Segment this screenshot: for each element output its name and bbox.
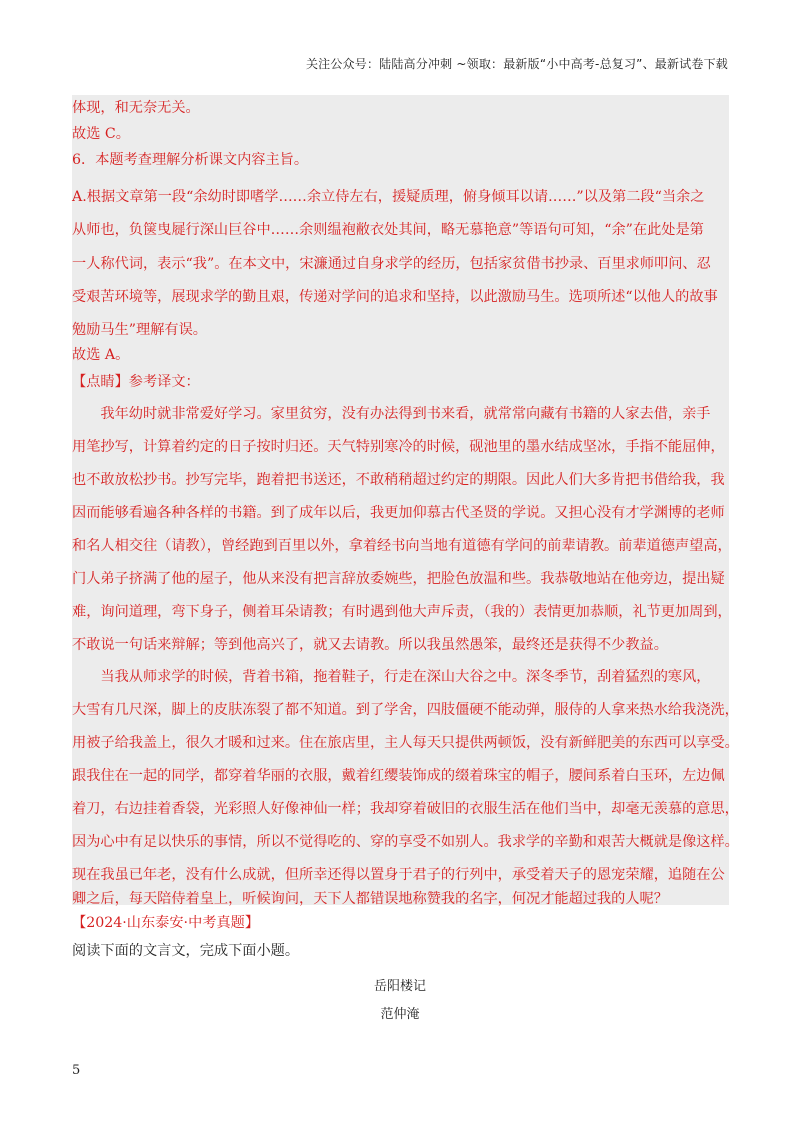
answer-line: 也不敢放松抄书。抄写完毕，跑着把书送还，不敢稍稍超过约定的期限。因此人们大多肯把书借给我，我 xyxy=(72,472,725,488)
answer-line: 着刀，右边挂着香袋，光彩照人好像神仙一样；我却穿着破旧的衣服生活在他们当中，却毫无羡慕的意思， xyxy=(72,801,739,817)
answer-line: 用被子给我盖上，很久才暖和过来。住在旅店里，主人每天只提供两顿饭，没有新鲜肥美的东西可以享受。 xyxy=(72,735,739,751)
answer-line: 因为心中有足以快乐的事情，所以不觉得吃的、穿的享受不如别人。我求学的辛勤和艰苦大概就是像这样。 xyxy=(72,834,739,850)
answer-line: 体现，和无奈无关。 xyxy=(72,100,200,116)
answer-line: 6．本题考查理解分析课文内容主旨。 xyxy=(72,152,309,168)
instruction: 阅读下面的文言文，完成下面小题。 xyxy=(72,943,300,959)
answer-line: 受艰苦环境等，展现求学的勤且艰，传递对学问的追求和坚持，以此激励马生。选项所述“以他人的故事 xyxy=(72,289,718,305)
answer-line: 不敢说一句话来辩解；等到他高兴了，就又去请教。所以我虽然愚笨，最终还是获得不少教益。 xyxy=(72,637,668,653)
answer-line: 故选 A。 xyxy=(72,347,130,363)
answer-line: 和名人相交往（请教），曾经跑到百里以外，拿着经书向当地有道德有学问的前辈请教。前辈道德声望高， xyxy=(72,538,732,554)
answer-line: 大雪有几尺深，脚上的皮肤冻裂了都不知道。到了学舍，四肢僵硬不能动弹，服侍的人拿来热水给我浇洗， xyxy=(72,702,739,718)
answer-line: 【点睛】参考译文： xyxy=(72,374,200,390)
answer-line: 门人弟子挤满了他的屋子，他从来没有把言辞放委婉些，把脸色放温和些。我恭敬地站在他旁边，提出疑 xyxy=(72,571,725,587)
page-number: 5 xyxy=(72,1063,81,1078)
answer-line: 当我从师求学的时候，背着书箱，拖着鞋子，行走在深山大谷之中。深冬季节，刮着猛烈的寒风， xyxy=(72,669,711,685)
answer-line: 勉励马生”理解有误。 xyxy=(72,322,207,338)
essay-title: 岳阳楼记 xyxy=(373,979,426,994)
answer-line: 故选 C。 xyxy=(72,126,130,142)
answer-line: 现在我虽已年老，没有什么成就，但所幸还得以置身于君子的行列中，承受着天子的恩宠荣耀，追随在公 xyxy=(72,867,725,883)
source-tag: 【2024·山东泰安·中考真题】 xyxy=(72,915,260,931)
answer-line: 我年幼时就非常爱好学习。家里贫穷，没有办法得到书来看，就常常向藏有书籍的人家去借，亲手 xyxy=(72,406,711,422)
answer-line: 一人称代词，表示“我”。在本文中，宋濂通过自身求学的经历，包括家贫借书抄录、百里求师叩问、忍 xyxy=(72,256,711,272)
answer-line: 难，询问道理，弯下身子，侧着耳朵请教；有时遇到他大声斥责，（我的）表情更加恭顺，礼节更加周到， xyxy=(72,604,732,620)
answer-line: 从师也，负箧曳屣行深山巨谷中……余则缊袍敝衣处其间，略无慕艳意”等语句可知，“余”在此处是第 xyxy=(72,222,704,238)
essay-author: 范仲淹 xyxy=(380,1007,420,1022)
answer-line: A.根据文章第一段“余幼时即嗜学……余立侍左右，援疑质理，俯身倾耳以请……”以及第二段“当余之 xyxy=(72,189,705,205)
answer-line: 用笔抄写，计算着约定的日子按时归还。天气特别寒冷的时候，砚池里的墨水结成坚冰，手指不能屈伸， xyxy=(72,439,725,455)
answer-line: 跟我住在一起的同学，都穿着华丽的衣服，戴着红缨装饰成的缀着珠宝的帽子，腰间系着白玉环，左边佩 xyxy=(72,768,725,784)
answer-analysis-block xyxy=(72,95,739,907)
answer-line: 卿之后，每天陪侍着皇上，听候询问，天下人都错误地称赞我的名字，何况才能超过我的人呢？ xyxy=(72,891,668,907)
page-header: 关注公众号：陆陆高分冲刺 ~领取：最新版“小中高考-总复习”、最新试卷下载 xyxy=(305,57,728,71)
answer-line: 因而能够看遍各种各样的书籍。到了成年以后，我更加仰慕古代圣贤的学说。又担心没有才学渊博的老师 xyxy=(72,505,725,521)
